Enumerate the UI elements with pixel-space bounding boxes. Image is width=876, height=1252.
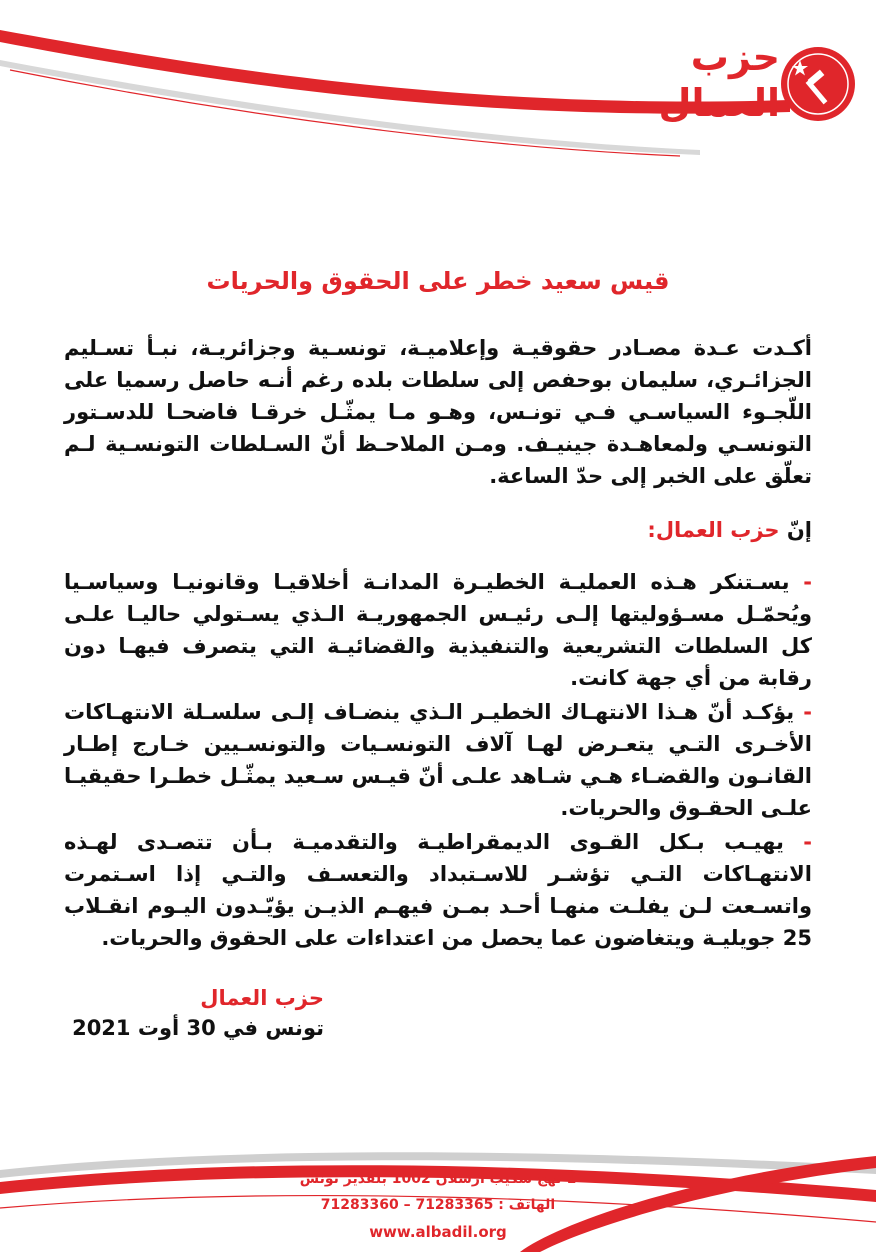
bullet-dash: - <box>803 570 813 594</box>
hammer-sickle-star-icon <box>778 44 858 124</box>
signature-party: حزب العمال <box>200 986 324 1010</box>
footer-contact <box>200 1166 676 1218</box>
list-item <box>64 826 812 954</box>
party-intro-prefix: إنّ <box>786 518 812 542</box>
party-intro-name: حزب العمال: <box>647 518 780 542</box>
bullet-dash: - <box>803 700 813 724</box>
statement-bullet-list <box>64 566 812 956</box>
party-statement-intro <box>64 514 812 546</box>
bullet-text: يؤكـد أنّ هـذا الانتهـاك الخطيـر الـذي ينضـاف إلـى سلسـلة الانتهـاكات الأخـرى التـي يتعـرض لهـا آلاف التونسـيات والتونسـيين خـارج إطـار القانـون والقضـاء هـي شـاهد علـى أنّ قيـس سـعيد يمثّـل خطـرا حقيقيـا علـى الحقـوق والحريات. <box>64 700 812 820</box>
document-title: قيس سعيد خطر على الحقوق والحريات <box>206 267 670 295</box>
logo-line-1: حزب <box>690 35 780 79</box>
bullet-text: يهيـب بـكل القـوى الديمقراطيـة والتقدميـة بـأن تتصـدى لهـذه الانتهـاكات التـي تؤشـر للاسـتبداد والتعسـف والتـي إذا اسـتمرت واتسـعت لـن يفلـت منهـا أحـد بمـن فيهـم الذيـن يؤيّـدون اليـوم انقـلاب 25 جويليـة ويتغاضون عما يحصل من اعتداءات على الحقوق والحريات. <box>64 830 812 950</box>
footer-address: 1 نهج شكيب أرسلان 1002 بلفدير تونس <box>299 1171 577 1187</box>
intro-paragraph: أكـدت عـدة مصـادر حقوقيـة وإعلاميـة، تونسـية وجزائريـة، نبـأ تسـليم الجزائـري، سليمان بوحفص إلى سلطات بلده رغم أنـه حاصل رسميا على اللّجـوء السياسـي فـي تونـس، وهـو مـا يمثّـل خرقـا فاضحـا للدسـتور التونسـي ولمعاهـدة جينيـف. ومـن الملاحـظ أنّ السـلطات التونسـية لـم تعلّق على الخبر إلى حدّ الساعة. <box>64 336 812 488</box>
party-logo-text <box>659 34 780 126</box>
logo-line-2: العمال <box>658 81 780 125</box>
bullet-dash: - <box>803 830 812 854</box>
list-item <box>64 696 812 824</box>
footer-phone: الهاتف : 71283365 – 71283360 <box>320 1197 556 1213</box>
footer-website-link[interactable]: www.albadil.org <box>369 1223 507 1241</box>
bullet-text: يسـتنكر هـذه العمليـة الخطيـرة المدانـة أخلاقيـا وقانونيـا وسياسـيا ويُحمّـل مسـؤوليتها إلـى رئيـس الجمهوريـة الـذي يسـتولي حاليـا علـى كل السلطات التشريعية والتنفيذية والقضائيـة التي يتصرف فيهـا دون رقابة من أي جهة كانت. <box>64 570 812 690</box>
list-item <box>64 566 812 694</box>
signature-date: تونس في 30 أوت 2021 <box>72 1016 324 1040</box>
